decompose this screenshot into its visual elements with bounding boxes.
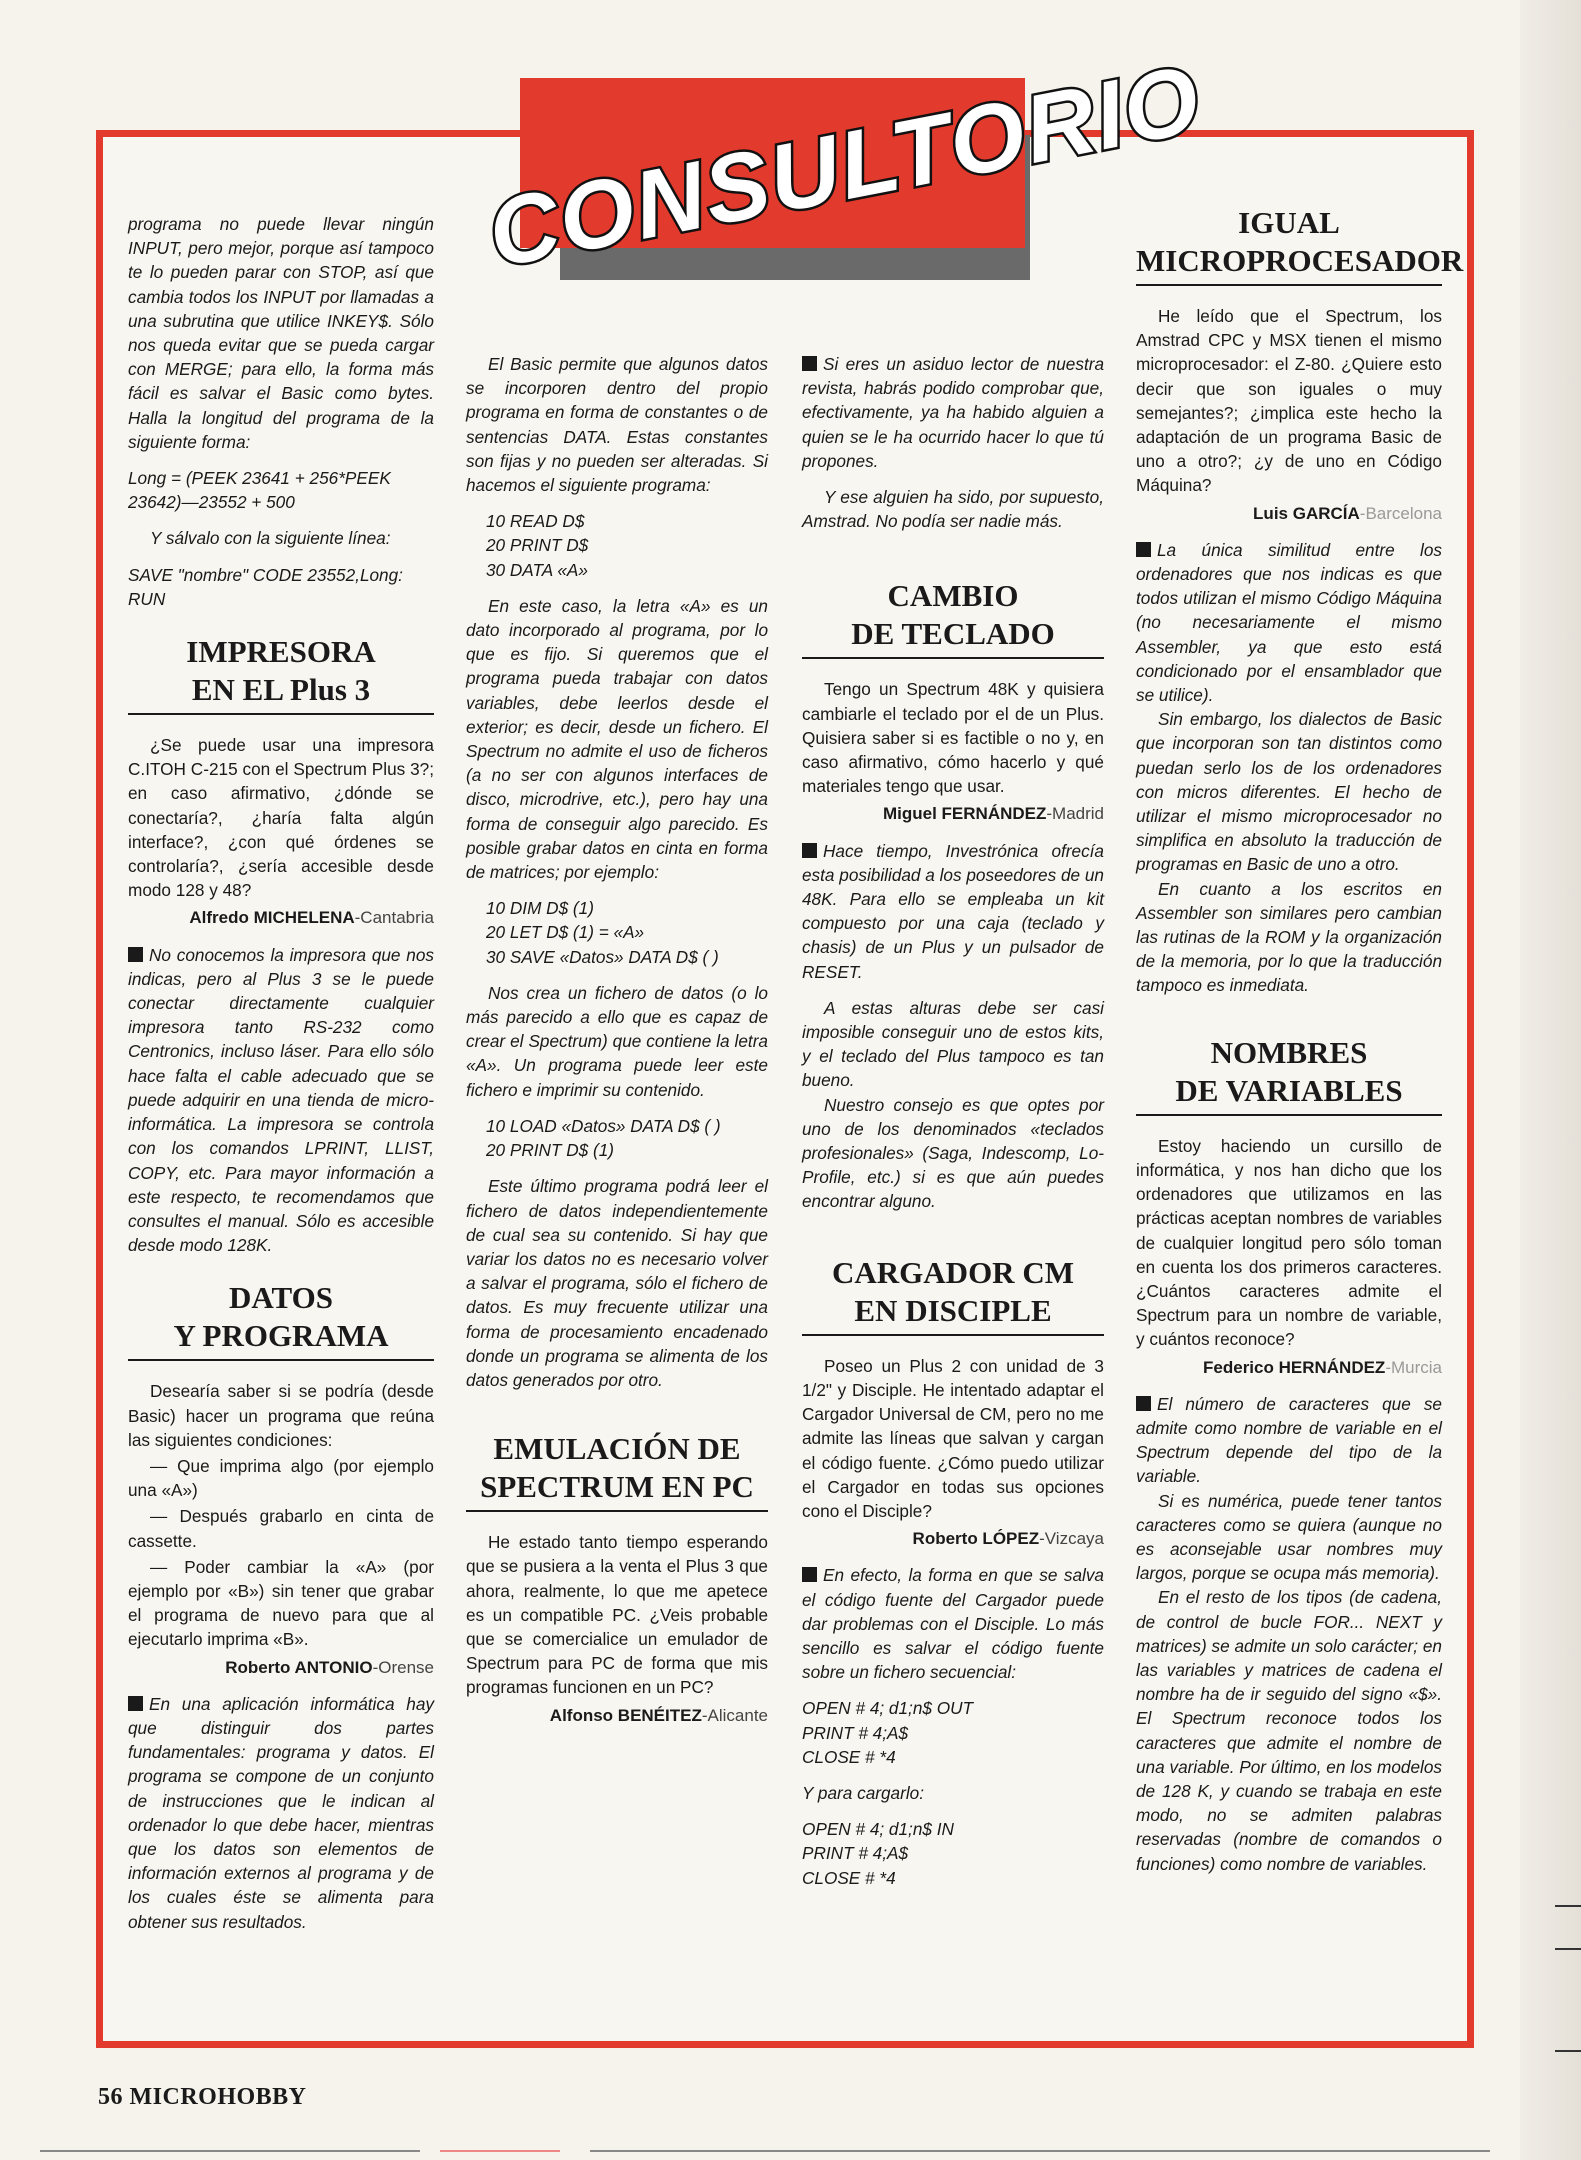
code-line: 10 READ D$: [486, 511, 585, 532]
code-line: 30 DATA «A»: [486, 559, 588, 580]
editor-answer: [128, 943, 434, 1258]
editor-answer: [128, 1692, 434, 1934]
heading-cargador-cm: [802, 1254, 1104, 1336]
code-line: PRINT # 4;A$: [802, 1843, 909, 1864]
editor-answer: Si es numérica, puede tener tantos caracteres como se quiera (aunque no es aconsejable usar nombres muy largos, porque se ocupa más memoria).: [1136, 1490, 1442, 1584]
answer-square-icon: [128, 1696, 143, 1711]
editor-answer: Sin embargo, los dialectos de Basic que incorporan son tan distintos como puedan serlo los de los ordenadores con micros diferentes. El hecho de utilizar el mismo microprocesador no simplifica en absoluto la traducción de programas en Basic de uno a otro.: [1136, 709, 1442, 875]
code-line: PRINT # 4;A$: [802, 1722, 909, 1743]
heading-line: Y PROGRAMA: [173, 1318, 389, 1354]
col1-code-save: [128, 563, 434, 611]
reader-question: He leído que el Spectrum, los Amstrad CPC y MSX tienen el mismo microprocesador: el Z-80. ¿Quiere esto decir que son iguales o muy semejantes?; ¿implica este hecho la adaptación de un programa Basic de uno a otro?; ¿y de uno en Código Máquina?: [1136, 306, 1442, 496]
signature-city: -Barcelona: [1359, 503, 1442, 523]
reader-question: Estoy haciendo un cursillo de informática, y nos han dicho que los ordenadores que utilizamos en las prácticas aceptan nombres de variables de cualquier longitud pero sólo toman en cuenta los dos primeros caracteres. ¿Cuántos caracteres admite el Spectrum para un nombre de variable, y cuántos reconoce?: [1136, 1135, 1442, 1350]
column-3: [802, 352, 1104, 1902]
answer-square-icon: [802, 843, 817, 858]
reader-question: ¿Se puede usar una impresora C.ITOH C-215 con el Spectrum Plus 3?; en caso afirmativo, ¿dónde se conectaría?, ¿haría falta algún interface?, ¿con qué órdenes se controlaría?, ¿sería accesible desde modo 128 y 48?: [128, 735, 434, 901]
answer-square-icon: [128, 947, 143, 962]
reader-signature: [1136, 502, 1442, 526]
page-number: 56: [98, 2084, 123, 2110]
reader-signature: [128, 906, 434, 930]
column-4: [1136, 190, 1464, 1888]
page-footer: [98, 2084, 307, 2111]
code-line: 20 LET D$ (1) = «A»: [486, 922, 645, 943]
reader-signature: [802, 802, 1104, 826]
col1-paragraph: Y sálvalo con la siguiente línea:: [150, 528, 391, 549]
col1-paragraph: programa no puede llevar ningún INPUT, pero mejor, porque así tampoco te lo pueden parar con STOP, así que cambia todos los INPUT por llamadas a una subrutina que utilice INKEY$. Sólo nos queda evitar que se pueda cargar con MERGE; para ello, la forma más fácil es salvar el Basic como bytes. Halla la longitud del programa de la siguiente forma:: [128, 214, 434, 452]
reader-question: He estado tanto tiempo esperando que se pusiera a la venta el Plus 3 que ahora, realmente, lo que me apetece es un compatible PC. ¿Veis probable que se comercialice un emulador de Spectrum para PC de forma que mis programas funcionen en un PC?: [466, 1532, 768, 1698]
col1-code-long: [128, 466, 434, 514]
reader-question: Tengo un Spectrum 48K y quisiera cambiarle el teclado por el de un Plus. Quisiera saber si es factible o no y, en caso afirmativo, cómo hacerlo y qué materiales tengo que usar.: [802, 679, 1104, 797]
editor-answer: En cuanto a los escritos en Assembler son similares pero cambian las rutinas de la ROM y la organización de la memoria, por lo que la traducción tampoco es inmediata.: [1136, 878, 1442, 996]
editor-answer: Nos crea un fichero de datos (o lo más parecido a ello que es capaz de crear el Spectrum) que contiene la letra «A». Un programa puede leer este fichero e imprimir su contenido.: [466, 982, 768, 1100]
code-line: CLOSE # *4: [802, 1867, 896, 1888]
editor-answer: Y ese alguien ha sido, por supuesto, Amstrad. No podía ser nadie más.: [802, 487, 1104, 532]
heading-line: DE VARIABLES: [1175, 1072, 1403, 1108]
code-line: RUN: [128, 588, 166, 609]
heading-line: CAMBIO: [887, 578, 1019, 614]
consultorio-title: [466, 36, 1210, 289]
editor-answer: A estas alturas debe ser casi imposible conseguir uno de estos kits, y el teclado del Plus tampoco es tan bueno.: [802, 997, 1104, 1091]
code-block: [466, 896, 768, 969]
code-line: CLOSE # *4: [802, 1746, 896, 1767]
editor-answer: [802, 1563, 1104, 1684]
reader-signature: [1136, 1356, 1442, 1380]
answer-square-icon: [1136, 542, 1151, 557]
answer-text: Hace tiempo, Investrónica ofrecía esta posibilidad a los poseedores de un 48K. Para ello se empleaba un kit compuesto por una caja (teclado y chasis) de un Plus y un pulsador de RESET.: [802, 840, 1104, 982]
signature-name: Federico HERNÁNDEZ: [1203, 1357, 1386, 1377]
answer-text: En efecto, la forma en que se salva el código fuente del Cargador puede dar problemas con el Disciple. Lo más sencillo es salvar el código fuente sobre un fichero secuencial:: [802, 1565, 1104, 1683]
heading-line: EN DISCIPLE: [854, 1292, 1052, 1328]
reader-signature: [802, 1527, 1104, 1551]
heading-line: DATOS: [229, 1280, 333, 1316]
code-line: 23642)—23552 + 500: [128, 492, 295, 513]
heading-line: CARGADOR CM: [832, 1254, 1074, 1290]
footer-rule: [440, 2150, 560, 2152]
signature-city: -Orense: [372, 1657, 434, 1677]
heading-line: IMPRESORA: [186, 634, 376, 670]
heading-line: SPECTRUM EN PC: [480, 1469, 754, 1505]
code-line: OPEN # 4; d1;n$ IN: [802, 1819, 954, 1840]
editor-answer: Nuestro consejo es que optes por uno de los denominados «teclados profesionales» (Saga, Indescomp, Lo-Profile, etc.) si es que aún puedes encontrar alguno.: [802, 1094, 1104, 1212]
answer-square-icon: [802, 356, 817, 371]
editor-answer: En este caso, la letra «A» es un dato incorporado al programa, por lo que es fijo. Si queremos que el programa pueda trabajar con datos variables, debe leerlos desde el exterior; es decir, desde un fichero. El Spectrum no admite el uso de ficheros (a no ser con algunos interfaces de disco, microdrive, etc.), pero hay una forma de conseguir algo parecido. Es posible grabar datos en cinta en forma de matrices; por ejemplo:: [466, 595, 768, 883]
answer-text: Si eres un asiduo lector de nuestra revista, habrás podido comprobar que, efectivamente, ya ha habido alguien a quien se le ha ocurrido hacer lo que tú propones.: [802, 354, 1104, 471]
editor-answer: En el resto de los tipos (de cadena, de control de bucle FOR... NEXT y matrices) se admite un solo carácter; en las variables y matrices de cadena el nombre ha de ir seguido del signo «$». El Spectrum reconoce todos los caracteres que admite el nombre de una variable. Por último, en los modelos de 128 K, y cuando se trabaja en este modo, no se admiten palabras reservadas (nombre de comandos o funciones) como nombre de variables.: [1136, 1587, 1442, 1874]
editor-answer: El Basic permite que algunos datos se incorporen dentro del propio programa en forma de constantes o de sentencias DATA. Estas constantes son fijas y no pueden ser alteradas. Si hacemos el siguiente programa:: [466, 354, 768, 496]
heading-emulacion: [466, 1430, 768, 1512]
question-bullet: — Después grabarlo en cinta de cassette.: [128, 1506, 434, 1551]
column-2: [466, 352, 768, 1740]
heading-line: MICROPROCESADOR: [1136, 243, 1464, 278]
signature-city: -Madrid: [1046, 804, 1104, 824]
editor-answer: Y para cargarlo:: [802, 1782, 924, 1803]
editor-answer: [802, 352, 1104, 473]
answer-text: La única similitud entre los ordenadores que nos indicas es que todos utilizan el mismo Código Máquina (no necesariamente el mismo Assembler, ya que esto está condicionado por el ensamblador que se utilice).: [1136, 539, 1442, 706]
heading-nombres-variables: [1136, 1034, 1442, 1116]
crop-mark: [1555, 2050, 1581, 2052]
answer-text: En una aplicación informática hay que distinguir dos partes fundamentales: programa y datos. El programa se compone de un conjunto de instrucciones que le indican al ordenador lo que debe hacer, mientras que los datos son elementos de información externos al programa y de los cuales éste se alimenta para obtener sus resultados.: [128, 1693, 434, 1932]
heading-igual-microprocesador: [1136, 204, 1464, 286]
answer-text: El número de caracteres que se admite como nombre de variable en el Spectrum depende del tipo de la variable.: [1136, 1393, 1442, 1487]
editor-answer: Este último programa podrá leer el fichero de datos independientemente de cual sea su contenido. Si hay que variar los datos no es necesario volver a salvar el programa, sólo el fichero de datos. Es muy frecuente utilizar una forma de procesamiento encadenado donde un programa se alimenta de los datos generados por otro.: [466, 1176, 768, 1390]
editor-answer: [1136, 1392, 1442, 1489]
signature-name: Roberto LÓPEZ: [912, 1529, 1040, 1549]
heading-impresora: [128, 633, 434, 715]
code-block: [466, 509, 768, 582]
signature-name: Alfredo MICHELENA: [189, 908, 355, 928]
code-line: Long = (PEEK 23641 + 256*PEEK: [128, 468, 391, 489]
heading-datos: [128, 1279, 434, 1361]
code-line: 20 PRINT D$ (1): [486, 1140, 614, 1161]
heading-line: EN EL Plus 3: [191, 672, 371, 708]
crop-mark: [1555, 1948, 1581, 1950]
banner-title-text: CONSULTORIO: [479, 45, 1210, 289]
editor-answer: [1136, 538, 1442, 707]
reader-signature: [128, 1656, 434, 1680]
magazine-name: MICROHOBBY: [129, 2084, 307, 2110]
signature-name: Luis GARCÍA: [1253, 503, 1360, 523]
code-line: 20 PRINT D$: [486, 535, 589, 556]
column-1: [128, 212, 434, 1946]
code-block: [802, 1817, 1104, 1890]
code-block: [466, 1114, 768, 1162]
heading-cambio-teclado: [802, 577, 1104, 659]
heading-line: NOMBRES: [1210, 1034, 1368, 1070]
code-line: 10 LOAD «Datos» DATA D$ ( ): [486, 1115, 721, 1136]
signature-name: Roberto ANTONIO: [225, 1657, 373, 1677]
signature-city: -Alicante: [701, 1705, 768, 1725]
answer-square-icon: [802, 1567, 817, 1582]
heading-line: DE TECLADO: [851, 616, 1055, 652]
footer-rule: [40, 2150, 420, 2152]
code-line: SAVE "nombre" CODE 23552,Long:: [128, 564, 403, 585]
heading-line: IGUAL: [1238, 205, 1340, 240]
reader-question: Poseo un Plus 2 con unidad de 3 1/2" y Disciple. He intentado adaptar el Cargador Universal de CM, pero no me admite las líneas que salvan y cargan el código fuente. ¿Cómo puedo utilizar el Cargador en todas sus opciones cono el Disciple?: [802, 1355, 1104, 1521]
question-bullet: — Que imprima algo (por ejemplo una «A»): [128, 1455, 434, 1501]
reader-signature: [466, 1704, 768, 1728]
signature-name: Miguel FERNÁNDEZ: [882, 804, 1047, 824]
signature-city: -Murcia: [1385, 1357, 1442, 1377]
code-line: OPEN # 4; d1;n$ OUT: [802, 1698, 973, 1719]
crop-mark: [1555, 1905, 1581, 1907]
question-bullet: — Poder cambiar la «A» (por ejemplo por «B») sin tener que grabar el programa de nuevo para que al ejecutarlo imprima «B».: [128, 1556, 434, 1650]
reader-question: Desearía saber si se podría (desde Basic) hacer un programa que reúna las siguientes condiciones:: [128, 1381, 434, 1450]
signature-city: -Vizcaya: [1039, 1529, 1104, 1549]
code-block: [802, 1696, 1104, 1769]
code-line: 30 SAVE «Datos» DATA D$ ( ): [486, 946, 719, 967]
footer-rule: [590, 2150, 1490, 2152]
answer-text: No conocemos la impresora que nos indicas, pero al Plus 3 se le puede conectar directamente cualquier impresora tanto RS-232 como Centronics, incluso láser. Para ello sólo hace falta el cable adecuado que se puede adquirir en una tienda de micro-informática. La impresora se controla con los comandos LPRINT, LLIST, COPY, etc. Para mayor información a este respecto, te recomendamos que consultes el manual. Sólo es accesible desde modo 128K.: [128, 944, 434, 1256]
page-gutter: [1520, 0, 1581, 2160]
heading-line: EMULACIÓN DE: [493, 1431, 741, 1467]
editor-answer: [802, 839, 1104, 984]
code-line: 10 DIM D$ (1): [486, 898, 594, 919]
answer-square-icon: [1136, 1396, 1151, 1411]
signature-name: Alfonso BENÉITEZ: [549, 1705, 702, 1725]
signature-city: -Cantabria: [354, 908, 434, 928]
